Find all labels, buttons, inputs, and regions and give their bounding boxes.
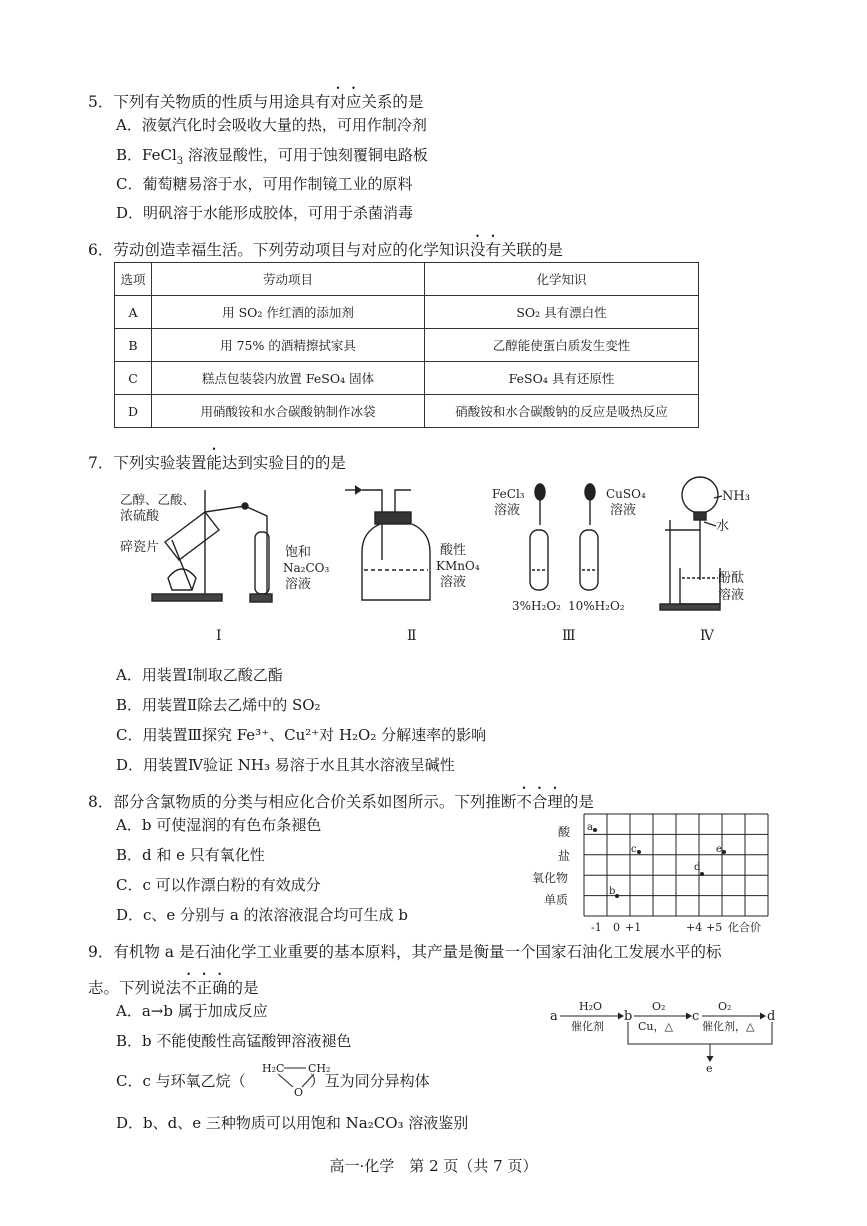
table-cell: 用 75% 的酒精擦拭家具 [152,329,425,362]
apparatus-1-label-3: 碎瓷片 [120,540,160,555]
scheme-r3-top: O₂ [718,1000,732,1013]
apparatus-2-label-3: 溶液 [440,575,467,590]
table-cell: D [115,395,152,428]
grid-lines [584,814,768,916]
q5-option-c: C．葡萄糖易溶于水，可用作制镜工业的原料 [116,175,413,193]
q9-option-a: A．a→b 属于加成反应 [116,1002,268,1020]
table-row [115,296,699,329]
point-b [615,894,619,898]
scheme-r1-bottom: 催化剂 [571,1020,604,1033]
scheme-b: b [624,1009,633,1024]
q8-option-c: C．c 可以作漂白粉的有效成分 [116,876,321,894]
q6-table [114,262,699,428]
table-header: 劳动项目 [152,263,425,296]
point-c [637,850,641,854]
point-e-label: e [716,844,722,855]
table-row [115,362,699,395]
grid-row-label: 单质 [544,893,569,907]
table-cell: 用硝酸铵和水合碳酸钠制作冰袋 [152,395,425,428]
grid-x-tick: -1 [591,921,602,934]
apparatus-3-label-2: 溶液 [494,503,521,518]
apparatus-4-caption: Ⅳ [700,628,714,644]
scheme-e: e [706,1062,713,1075]
grid-x-tick: +5 [706,921,723,934]
apparatus-1-label-1: 乙醇、乙酸、 [120,492,196,507]
apparatus-4-label-3: 酚酞 [718,571,745,586]
q9-reaction-scheme [546,996,786,1076]
ring-right-label: CH₂ [308,1062,331,1075]
apparatus-1-label-4: 饱和 [285,545,312,560]
q9-option-b: B．b 不能使酸性高锰酸钾溶液褪色 [116,1032,352,1050]
q8-option-a: A．b 可使湿润的有色布条褪色 [116,816,322,834]
scheme-r2-bottom: Cu，△ [638,1020,673,1033]
q5-option-b: B．FeCl$_3$ 溶液显酸性，可用于蚀刻覆铜电路板 [116,146,428,167]
apparatus-3-caption: Ⅲ [562,628,576,644]
epoxyethane-structure [262,1058,334,1100]
q7-apparatus-figure [0,470,867,650]
grid-points [587,822,726,898]
scheme-r1-top: H₂O [579,1000,603,1013]
table-row [115,329,699,362]
apparatus-2-label-1: 酸性 [440,543,467,558]
apparatus-3-label-6: 10%H₂O₂ [568,599,625,613]
apparatus-1-label-2: 浓硫酸 [120,509,160,524]
grid-x-label: 化合价 [728,921,761,934]
table-header: 选项 [115,263,152,296]
q9-option-d: D．b、d、e 三种物质可以用饱和 Na₂CO₃ 溶液鉴别 [116,1114,469,1132]
table-cell: 糕点包装袋内放置 FeSO₄ 固体 [152,362,425,395]
q8-option-d: D．c、e 分别与 a 的浓溶液混合均可生成 b [116,906,408,924]
grid-x-tick: +1 [625,921,642,934]
q7-option-b: B．用装置Ⅱ除去乙烯中的 SO₂ [116,696,321,714]
grid-x-tick: +4 [686,921,703,934]
grid-row-label: 盐 [558,849,571,863]
apparatus-3-drawing [530,484,598,590]
table-row [115,395,699,428]
q7-option-d: D．用装置Ⅳ验证 NH₃ 易溶于水且其水溶液呈碱性 [116,756,455,774]
apparatus-2-label-2: KMnO₄ [436,559,480,573]
apparatus-2-drawing [345,486,430,600]
q9-stem-line-1: 9．有机物 a 是石油化学工业重要的基本原料，其产量是衡量一个国家石油化工发展水平的标 [88,943,722,961]
scheme-a: a [550,1009,558,1024]
q8-stem: 8．部分含氯物质的分类与相应化合价关系如图所示。下列推断不合理的是 [88,793,594,811]
table-cell: SO₂ 具有漂白性 [425,296,699,329]
apparatus-4-label-4: 溶液 [718,588,745,603]
apparatus-1-label-6: 溶液 [285,577,312,592]
ring-oxygen-label: O [294,1086,304,1099]
apparatus-1-label-5: Na₂CO₃ [283,561,330,575]
page-footer: 高一·化学 第 2 页（共 7 页） [329,1157,538,1175]
ring-left-label: H₂C [262,1062,285,1075]
point-e [722,850,726,854]
point-a [593,828,597,832]
apparatus-2-caption: Ⅱ [407,628,417,644]
table-cell: FeSO₄ 具有还原性 [425,362,699,395]
table-cell: 用 SO₂ 作红酒的添加剂 [152,296,425,329]
q9-option-c: C．c 与环氧乙烷（ ）互为同分异构体 [116,1072,430,1090]
apparatus-3-label-5: 3%H₂O₂ [512,599,561,613]
point-c-label: c [631,844,637,855]
valence-class-grid [520,808,790,938]
table-cell: 乙醇能使蛋白质发生变性 [425,329,699,362]
table-cell: B [115,329,152,362]
table-header: 化学知识 [425,263,699,296]
q6-stem: 6．劳动创造幸福生活。下列劳动项目与对应的化学知识没有关联的是 [88,241,563,259]
point-a-label: a [587,822,593,833]
grid-row-label: 氧化物 [532,871,569,885]
apparatus-1-caption: Ⅰ [216,628,222,644]
q5-option-d: D．明矾溶于水能形成胶体，可用于杀菌消毒 [116,204,414,222]
q7-stem: 7．下列实验装置能达到实验目的的是 [88,454,346,472]
apparatus-3-label-3: CuSO₄ [606,487,646,501]
apparatus-3-label-1: FeCl₃ [492,487,525,501]
apparatus-3-label-4: 溶液 [610,503,637,518]
scheme-d: d [767,1009,776,1024]
q7-option-a: A．用装置Ⅰ制取乙酸乙酯 [116,666,283,684]
grid-x-tick: 0 [613,921,620,934]
table-cell: 硝酸铵和水合碳酸钠的反应是吸热反应 [425,395,699,428]
table-cell: A [115,296,152,329]
q5-stem: 5．下列有关物质的性质与用途具有对应关系的是 [88,93,424,111]
q5-option-a: A．液氨汽化时会吸收大量的热，可用作制冷剂 [116,116,427,134]
scheme-c: c [692,1009,700,1024]
scheme-r2-top: O₂ [652,1000,666,1013]
point-d-label: d [694,862,701,873]
q8-option-b: B．d 和 e 只有氧化性 [116,846,265,864]
point-d [700,872,704,876]
table-cell: C [115,362,152,395]
scheme-r3-bottom: 催化剂，△ [702,1020,755,1033]
point-b-label: b [609,886,616,897]
apparatus-4-label-1: NH₃ [722,489,750,504]
grid-row-label: 酸 [558,825,571,839]
apparatus-4-drawing [660,477,722,610]
q9-stem-line-2: 志。下列说法不正确的是 [88,979,259,997]
table-header-row [115,263,699,296]
apparatus-4-label-2: 水 [716,519,730,534]
q7-option-c: C．用装置Ⅲ探究 Fe³⁺、Cu²⁺对 H₂O₂ 分解速率的影响 [116,726,487,744]
